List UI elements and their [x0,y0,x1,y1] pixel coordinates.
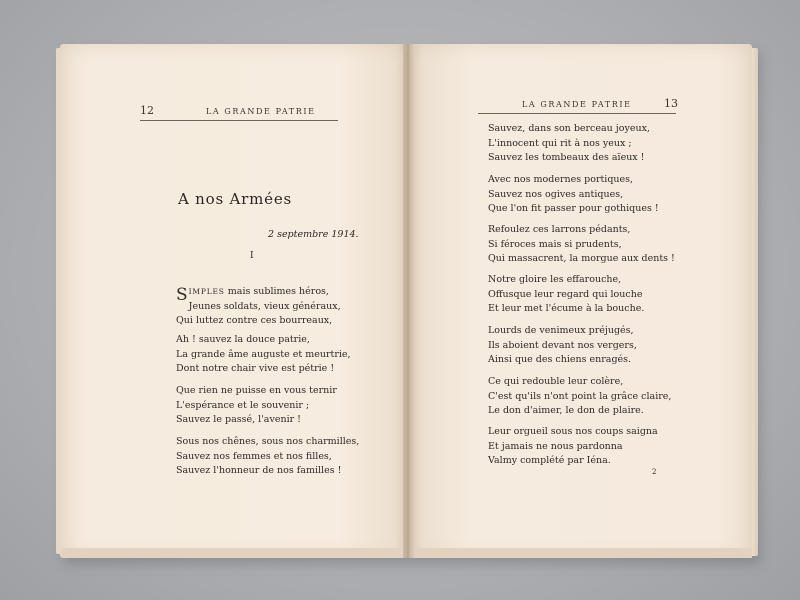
stanza-line: Et jamais ne nous pardonna [488,440,623,452]
left-stanza-1 [176,285,341,329]
stanza-line: Refoulez ces larrons pédants, [488,224,631,235]
left-stanza-2 [176,333,351,377]
right-header-rule [478,113,676,114]
stanza-line: Sauvez le passé, l'avenir ! [176,414,301,425]
right-page-bottom-edge [410,548,752,558]
right-stanza-2 [488,173,659,217]
stanza-line: Offusque leur regard qui louche [488,288,643,300]
stanza-line: Valmy complété par Iéna. [488,455,611,466]
stanza-line: Qui luttez contre ces bourreaux, [176,315,333,326]
stanza-line: L'espérance et le souvenir ; [176,399,310,411]
stanza-line: Sauvez l'honneur de nos familles ! [176,465,342,476]
right-running-head: LA GRANDE PATRIE [522,100,632,109]
stanza-line: Sauvez, dans son berceau joyeux, [488,123,650,134]
right-stanza-5 [488,324,637,368]
left-stanza-4 [176,435,359,479]
left-page-number: 12 [140,104,154,117]
stanza-line: Qui massacrent, la morgue aux dents ! [488,253,675,264]
stanza-line: Ainsi que des chiens enragés. [488,354,632,365]
right-stanza-3 [488,223,675,267]
left-running-head: LA GRANDE PATRIE [206,107,316,116]
signature-mark: 2 [652,468,657,476]
small-caps: IMPLES [188,287,225,296]
stanza-line: Ils aboient devant nos vergers, [488,339,637,351]
drop-cap: S [176,285,188,305]
stanza-line: Sauvez nos ogives antiques, [488,188,624,200]
left-header-rule [140,120,338,121]
stanza-line: Ce qui redouble leur colère, [488,376,624,387]
right-stanza-4 [488,273,644,317]
stanza-line [176,285,332,305]
stanza-line: Leur orgueil sous nos coups saigna [488,426,658,437]
line-text: mais sublimes héros, [224,286,329,297]
right-stanza-7 [488,425,658,469]
poem-date: 2 septembre 1914. [268,229,359,240]
stanza-line: Lourds de venimeux préjugés, [488,325,634,336]
right-stanza-6 [488,375,671,419]
right-stanza-1 [488,122,650,166]
stanza-line: Le don d'aimer, le don de plaire. [488,405,644,416]
stanza-line: Jeunes soldats, vieux généraux, [188,300,341,312]
book-gutter [403,44,415,558]
stanza-line: Si féroces mais si prudents, [488,238,622,250]
stanza-line: La grande âme auguste et meurtrie, [176,348,351,360]
stanza-line: Notre gloire les effarouche, [488,274,622,285]
stanza-line: Ah ! sauvez la douce patrie, [176,334,310,345]
stanza-line: L'innocent qui rit à nos yeux ; [488,137,632,149]
stanza-line: Avec nos modernes portiques, [488,174,634,185]
stanza-line: Et leur met l'écume à la bouche. [488,303,645,314]
stanza-line: Que rien ne puisse en vous ternir [176,385,337,396]
stanza-line: Sauvez nos femmes et nos filles, [176,450,332,462]
stanza-line: Sauvez les tombeaux des aïeux ! [488,152,645,163]
left-page-bottom-edge [62,548,408,558]
stanza-line: Que l'on fit passer pour gothiques ! [488,203,659,214]
poem-title: A nos Armées [177,190,293,208]
left-stanza-3 [176,384,337,428]
stanza-line: Dont notre chair vive est pétrie ! [176,363,335,374]
right-page-number: 13 [664,97,678,110]
section-numeral: I [250,251,254,261]
stanza-line: C'est qu'ils n'ont point la grâce claire, [488,390,672,402]
stanza-line: Sous nos chênes, sous nos charmilles, [176,436,360,447]
